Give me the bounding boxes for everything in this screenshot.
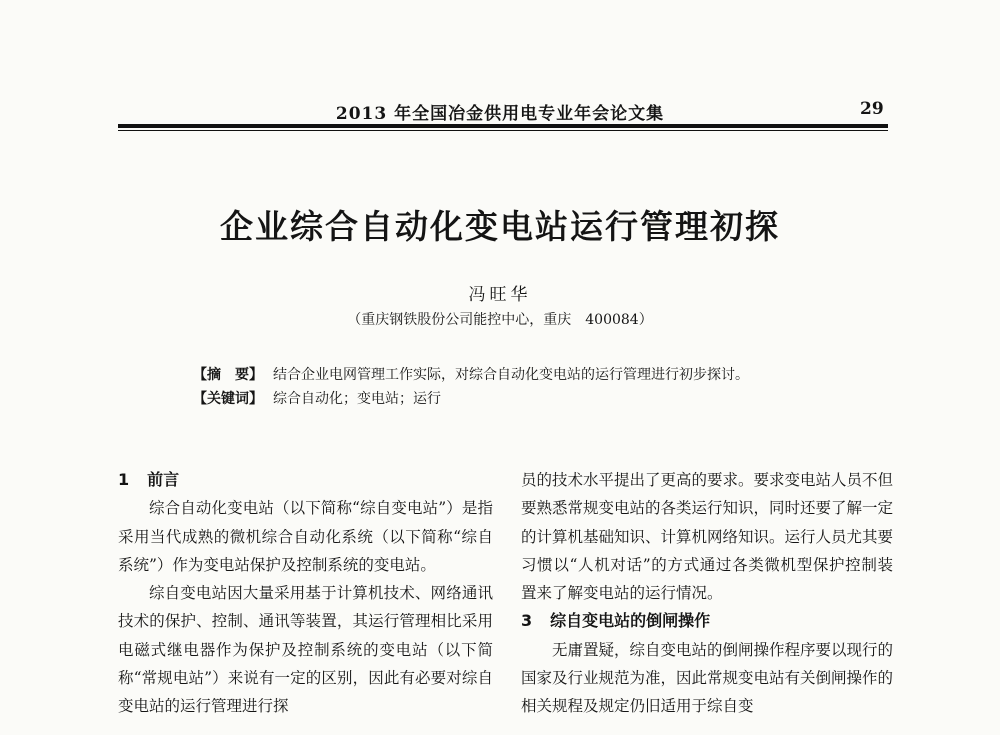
abstract <box>193 364 749 384</box>
section-number: 1 <box>118 470 130 489</box>
author-affiliation: （重庆钢铁股份公司能控中心，重庆 400084） <box>347 312 653 328</box>
left-column <box>118 466 493 721</box>
paragraph: 无庸置疑，综自变电站的倒闸操作程序要以现行的国家及行业规范为准，因此常规变电站有关倒闸操作的相关规程及规定仍旧适用于综自变 <box>521 640 894 716</box>
header-rule-thick <box>118 124 888 128</box>
section-heading-1 <box>118 466 493 494</box>
abstract-text: 结合企业电网管理工作实际，对综合自动化变电站的运行管理进行初步探讨。 <box>273 367 749 383</box>
author-name: 冯旺华 <box>468 285 532 305</box>
keywords-label: 【关键词】 <box>193 391 263 407</box>
running-header-journal: 2013 年全国冶金供用电专业年会论文集 <box>335 104 665 124</box>
section-title: 综自变电站的倒闸操作 <box>550 611 711 631</box>
abstract-label: 【摘 要】 <box>193 367 263 383</box>
section-heading-3 <box>521 607 893 635</box>
paragraph: 综合自动化变电站（以下简称“综自变电站”）是指采用当代成熟的微机综合自动化系统（以下简称“综自系统”）作为变电站保护及控制系统的变电站。 <box>118 499 493 574</box>
section-title: 前言 <box>147 470 180 489</box>
paper-title: 企业综合自动化变电站运行管理初探 <box>220 207 780 246</box>
keywords <box>193 388 441 408</box>
header-rule-thin <box>118 130 888 131</box>
keywords-text: 综合自动化；变电站；运行 <box>273 391 441 407</box>
section-number: 3 <box>521 611 533 631</box>
paragraph: 员的技术水平提出了更高的要求。要求变电站人员不但要熟悉常规变电站的各类运行知识，同时还要了解一定的计算机基础知识、计算机网络知识。运行人员尤其要习惯以“人机对话”的方式通过各类微机型保护控制装置来了解变电站的运行情况。 <box>521 471 894 603</box>
page-number: 29 <box>860 99 884 119</box>
paragraph: 综自变电站因大量采用基于计算机技术、网络通讯技术的保护、控制、通讯等装置，其运行管理相比采用电磁式继电器作为保护及控制系统的变电站（以下简称“常规电站”）来说有一定的区别，因此有必要对综自变电站的运行管理进行探 <box>118 584 493 716</box>
right-column <box>521 466 893 721</box>
